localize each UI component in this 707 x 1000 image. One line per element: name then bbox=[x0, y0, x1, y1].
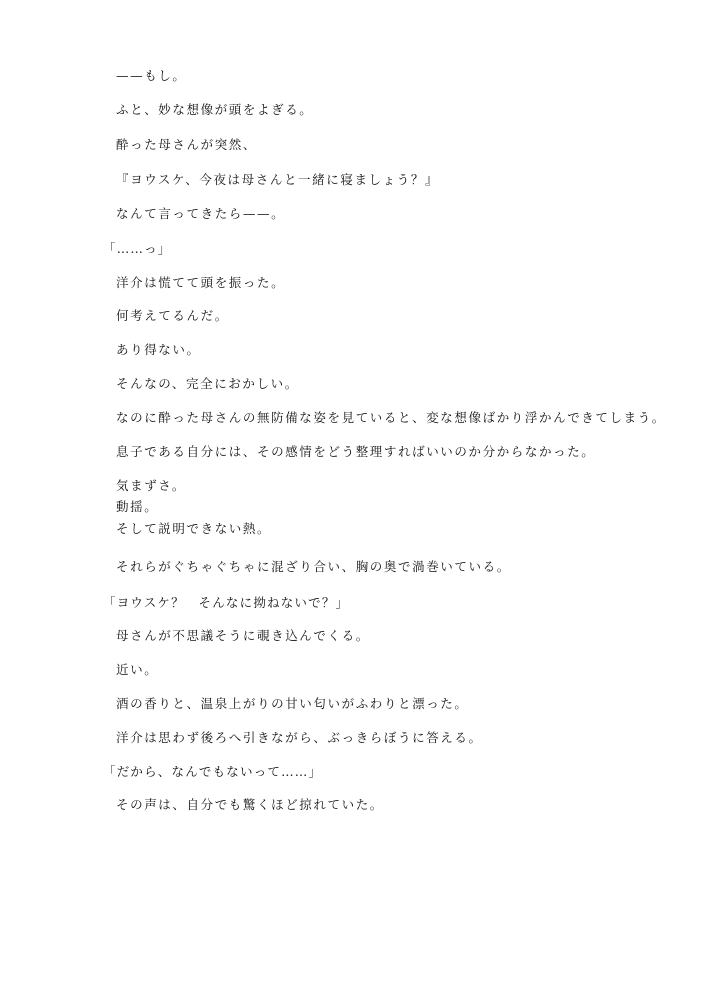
text-line: ふと、妙な想像が頭をよぎる。 bbox=[116, 102, 314, 117]
text-line: そして説明できない熱。 bbox=[116, 521, 272, 536]
text-line: 酔った母さんが突然、 bbox=[116, 137, 258, 152]
text-line: 洋介は慌てて頭を振った。 bbox=[116, 275, 286, 290]
text-line: 酒の香りと、温泉上がりの甘い匂いがふわりと漂った。 bbox=[116, 696, 469, 711]
text-line: 母さんが不思議そうに覗き込んでくる。 bbox=[116, 628, 370, 643]
text-line: 近い。 bbox=[116, 662, 159, 677]
text-line: 動揺。 bbox=[116, 499, 159, 514]
text-line: あり得ない。 bbox=[116, 342, 201, 357]
text-line: 洋介は思わず後ろへ引きながら、ぶっきらぼうに答える。 bbox=[116, 730, 483, 745]
text-line: なんて言ってきたら——。 bbox=[116, 206, 286, 221]
text-line: その声は、自分でも驚くほど掠れていた。 bbox=[116, 797, 384, 812]
text-line: それらがぐちゃぐちゃに混ざり合い、胸の奥で渦巻いている。 bbox=[116, 559, 511, 574]
text-line: 気まずさ。 bbox=[116, 478, 187, 493]
dialogue-line: 「ヨウスケ？ そんなに拗ねないで？」 bbox=[103, 595, 350, 610]
text-line: そんなの、完全におかしい。 bbox=[116, 376, 299, 391]
text-line: 何考えてるんだ。 bbox=[116, 308, 229, 323]
text-line: 息子である自分には、その感情をどう整理すればいいのか分からなかった。 bbox=[116, 444, 596, 459]
dialogue-line: 「……っ」 bbox=[103, 241, 172, 256]
dialogue-line: 「だから、なんでもないって……」 bbox=[103, 764, 323, 779]
text-line: なのに酔った母さんの無防備な姿を見ていると、変な想像ばかり浮かんできてしまう。 bbox=[116, 410, 666, 425]
text-line: 『ヨウスケ、今夜は母さんと一緒に寝ましょう？』 bbox=[116, 172, 440, 187]
text-line: ——もし。 bbox=[116, 68, 187, 83]
